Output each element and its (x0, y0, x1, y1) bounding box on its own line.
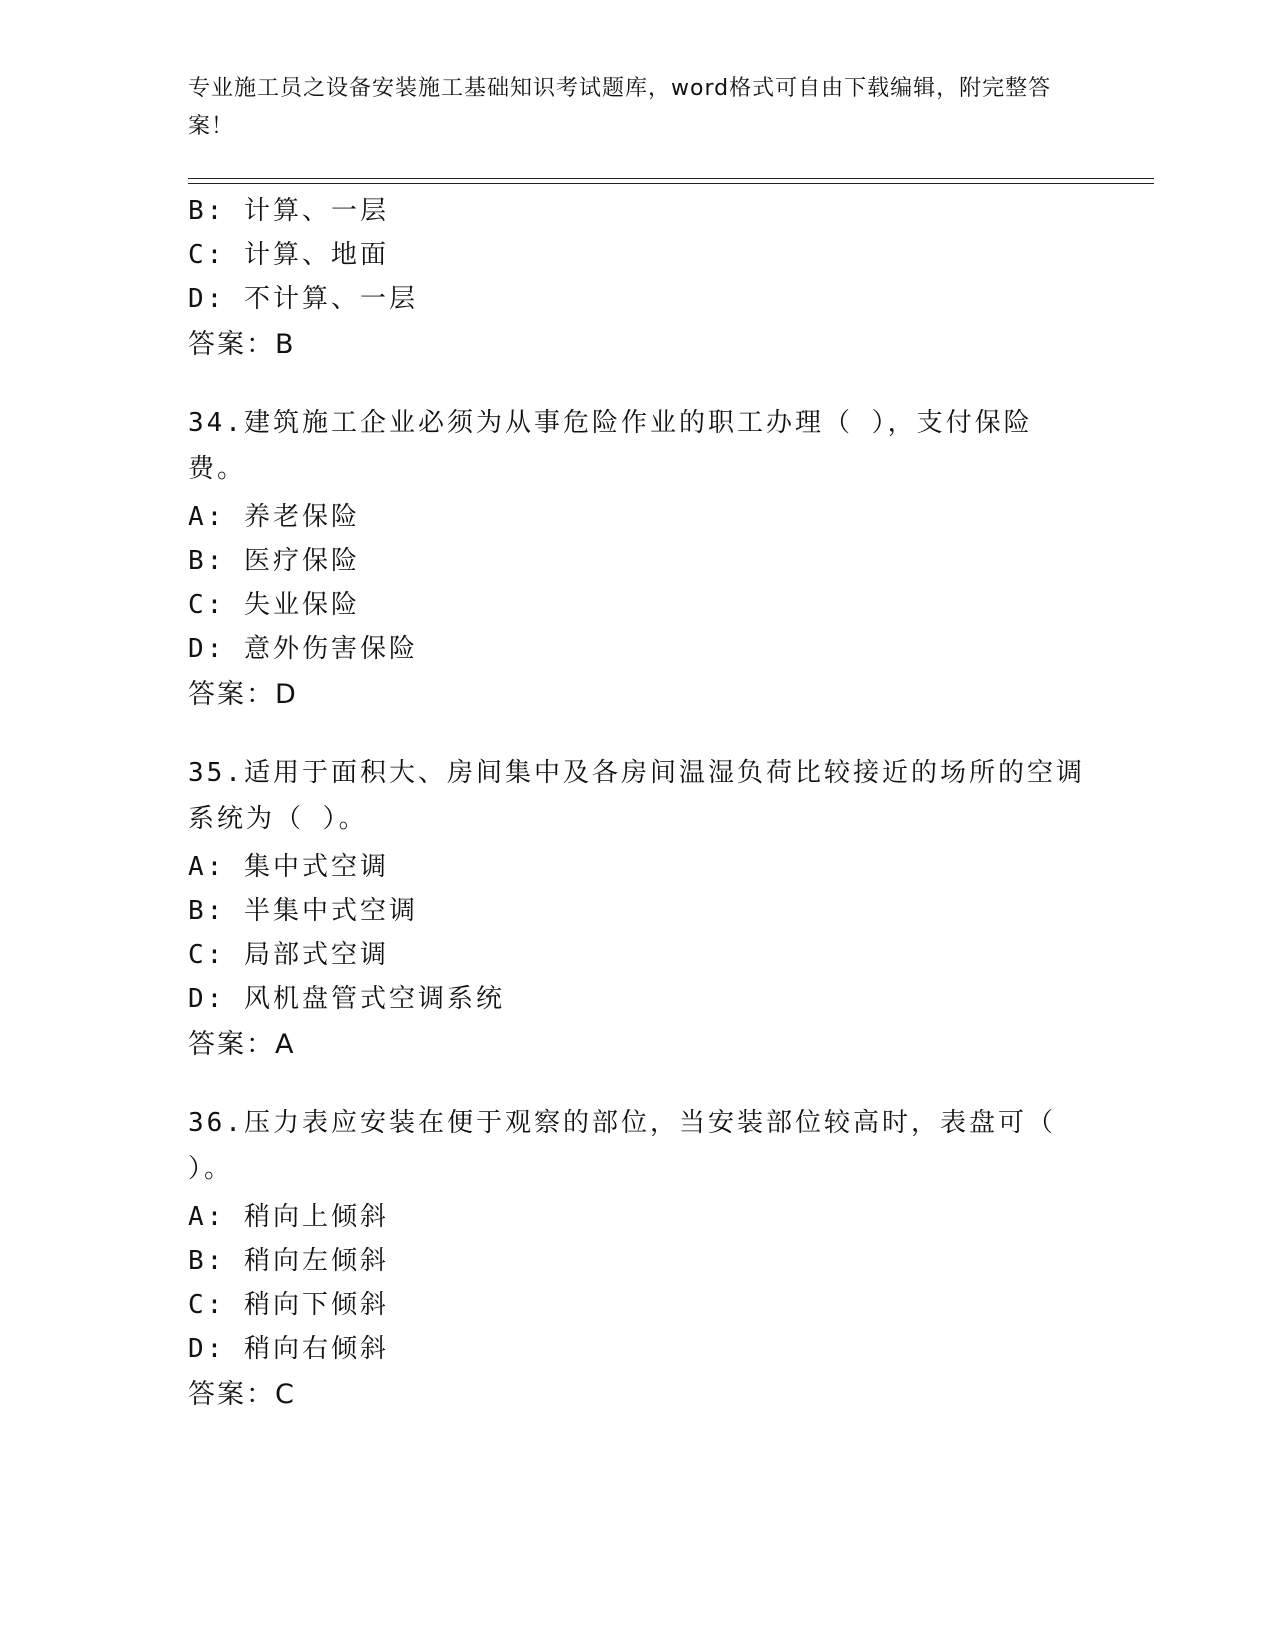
option-b: B: 半集中式空调 (188, 896, 418, 926)
option-a: A: 养老保险 (188, 502, 360, 532)
option-c: C: 失业保险 (188, 590, 360, 620)
answer-label: 答案：C (188, 1379, 296, 1410)
option-c: C: 计算、地面 (188, 240, 389, 270)
option-b: B: 医疗保险 (188, 546, 360, 576)
header-divider-bottom (188, 183, 1154, 184)
header-divider-top (188, 178, 1154, 179)
document-header: 专业施工员之设备安装施工基础知识考试题库，word格式可自由下载编辑，附完整答案！ (188, 76, 1052, 139)
option-d: D: 稍向右倾斜 (188, 1334, 389, 1364)
option-a: A: 集中式空调 (188, 852, 389, 882)
option-a: A: 稍向上倾斜 (188, 1202, 389, 1232)
option-c: C: 稍向下倾斜 (188, 1290, 389, 1320)
answer-label: 答案：B (188, 329, 296, 360)
answer-label: 答案：D (188, 679, 298, 710)
question-stem: 36.压力表应安装在便于观察的部位，当安装部位较高时，表盘可（ ）。 (188, 1108, 1056, 1184)
option-b: B: 计算、一层 (188, 196, 389, 226)
answer-label: 答案：A (188, 1029, 296, 1060)
option-c: C: 局部式空调 (188, 940, 389, 970)
option-d: D: 风机盘管式空调系统 (188, 984, 505, 1014)
question-stem: 35.适用于面积大、房间集中及各房间温湿负荷比较接近的场所的空调系统为（ ）。 (188, 758, 1085, 834)
option-b: B: 稍向左倾斜 (188, 1246, 389, 1276)
option-d: D: 意外伤害保险 (188, 634, 418, 664)
question-stem: 34.建筑施工企业必须为从事危险作业的职工办理（ ），支付保险费。 (188, 408, 1033, 484)
option-d: D: 不计算、一层 (188, 284, 418, 314)
